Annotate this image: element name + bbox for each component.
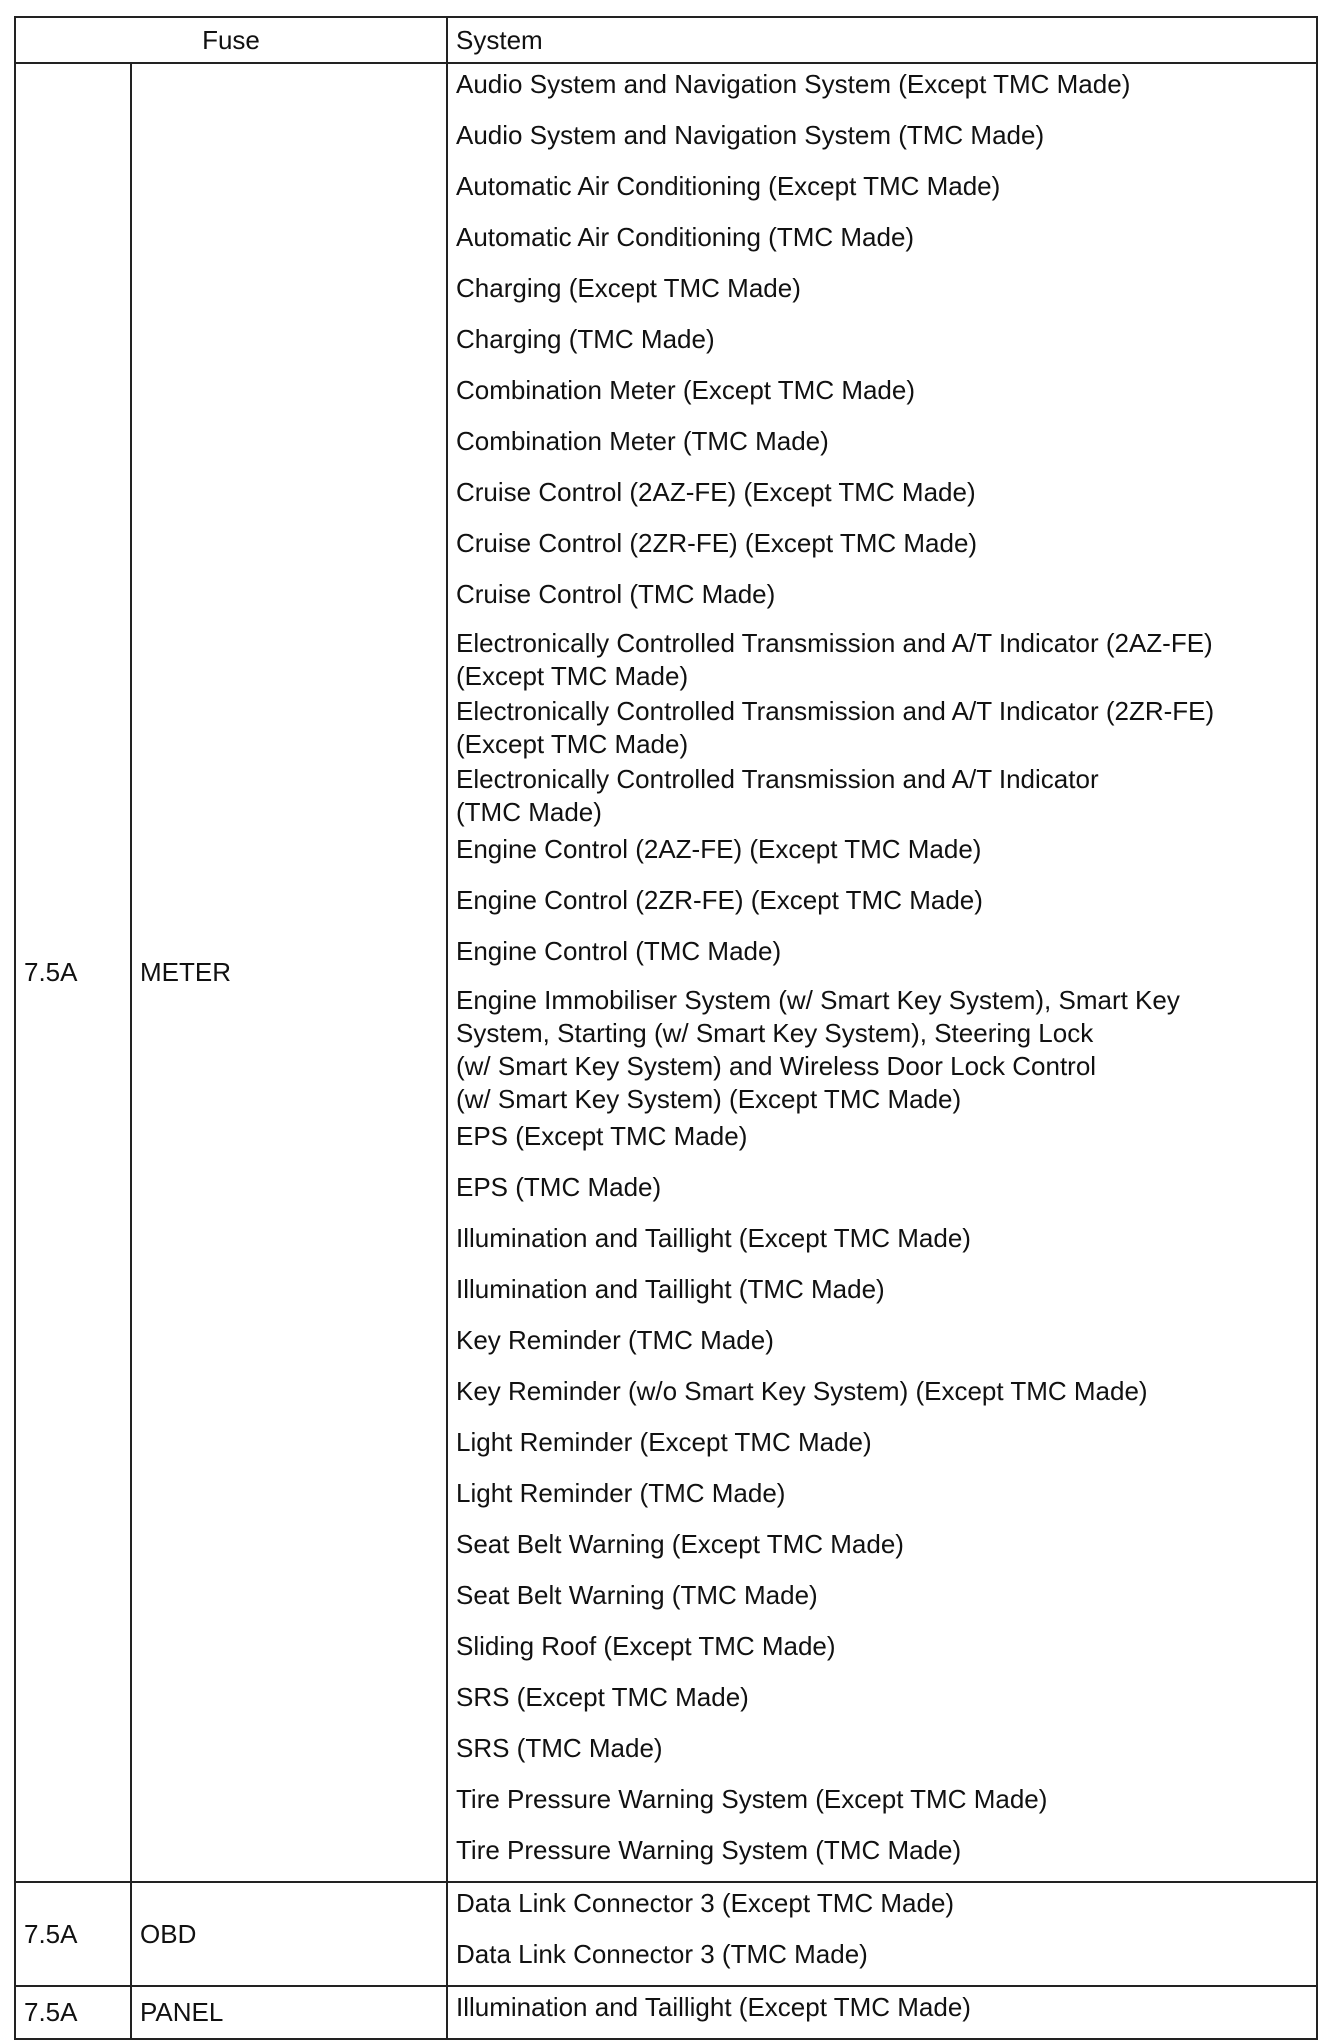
system-cell bbox=[447, 1934, 1317, 1986]
system-cell bbox=[447, 166, 1317, 217]
system-line: Combination Meter (Except TMC Made) bbox=[456, 375, 916, 405]
fuse-amperage: 7.5A bbox=[15, 1882, 131, 1986]
system-line: EPS (Except TMC Made) bbox=[456, 1121, 748, 1151]
system-cell bbox=[447, 319, 1317, 370]
system-cell bbox=[447, 1882, 1317, 1934]
table-row bbox=[15, 63, 1317, 115]
system-line: (w/ Smart Key System) and Wireless Door Lock Control bbox=[456, 1051, 1097, 1081]
system-line: Tire Pressure Warning System (TMC Made) bbox=[456, 1835, 962, 1865]
system-line: Data Link Connector 3 (Except TMC Made) bbox=[456, 1888, 955, 1918]
system-line: Engine Control (2AZ-FE) (Except TMC Made) bbox=[456, 834, 982, 864]
header-row bbox=[15, 17, 1317, 63]
system-cell bbox=[447, 1422, 1317, 1473]
system-cell bbox=[447, 1830, 1317, 1882]
system-cell bbox=[447, 1575, 1317, 1626]
fuse-name: PANEL bbox=[131, 1986, 447, 2039]
system-line: Seat Belt Warning (TMC Made) bbox=[456, 1580, 818, 1610]
system-cell bbox=[447, 1986, 1317, 2039]
fuse-table bbox=[14, 16, 1318, 2040]
system-cell bbox=[447, 472, 1317, 523]
fuse-name: OBD bbox=[131, 1882, 447, 1986]
system-cell bbox=[447, 1269, 1317, 1320]
fuse-group-obd bbox=[15, 1882, 1317, 1986]
header-system: System bbox=[447, 17, 1317, 63]
system-cell bbox=[447, 217, 1317, 268]
system-line: System, Starting (w/ Smart Key System), Steering Lock bbox=[456, 1018, 1094, 1048]
system-line: Illumination and Taillight (Except TMC Made) bbox=[456, 1223, 971, 1253]
system-cell bbox=[447, 1167, 1317, 1218]
system-cell bbox=[447, 421, 1317, 472]
system-cell bbox=[447, 268, 1317, 319]
system-line: Cruise Control (2AZ-FE) (Except TMC Made) bbox=[456, 477, 976, 507]
system-line: Data Link Connector 3 (TMC Made) bbox=[456, 1939, 868, 1969]
system-line: Electronically Controlled Transmission and A/T Indicator (2AZ-FE) bbox=[456, 628, 1213, 658]
system-cell bbox=[447, 1473, 1317, 1524]
system-line: Charging (Except TMC Made) bbox=[456, 273, 801, 303]
system-line: Cruise Control (TMC Made) bbox=[456, 579, 776, 609]
system-cell bbox=[447, 1218, 1317, 1269]
fuse-name: METER bbox=[131, 63, 447, 1882]
system-line: Illumination and Taillight (TMC Made) bbox=[456, 1274, 885, 1304]
table-row bbox=[15, 1986, 1317, 2039]
fuse-amperage: 7.5A bbox=[15, 1986, 131, 2039]
system-cell bbox=[447, 115, 1317, 166]
system-line: Electronically Controlled Transmission and A/T Indicator (2ZR-FE) bbox=[456, 696, 1215, 726]
system-cell bbox=[447, 1371, 1317, 1422]
system-cell bbox=[447, 1728, 1317, 1779]
system-line: (Except TMC Made) bbox=[456, 729, 689, 759]
system-cell bbox=[447, 761, 1317, 829]
system-line: (Except TMC Made) bbox=[456, 661, 689, 691]
system-line: Audio System and Navigation System (TMC Made) bbox=[456, 120, 1045, 150]
system-cell bbox=[447, 1677, 1317, 1728]
system-cell bbox=[447, 1626, 1317, 1677]
system-line: (w/ Smart Key System) (Except TMC Made) bbox=[456, 1084, 962, 1114]
system-line: SRS (TMC Made) bbox=[456, 1733, 663, 1763]
system-cell bbox=[447, 1116, 1317, 1167]
system-cell bbox=[447, 523, 1317, 574]
system-cell bbox=[447, 574, 1317, 625]
system-cell bbox=[447, 1779, 1317, 1830]
system-cell bbox=[447, 1320, 1317, 1371]
system-line: Illumination and Taillight (Except TMC Made) bbox=[456, 1992, 971, 2022]
system-line: Key Reminder (w/o Smart Key System) (Except TMC Made) bbox=[456, 1376, 1148, 1406]
fuse-amperage: 7.5A bbox=[15, 63, 131, 1882]
system-line: Seat Belt Warning (Except TMC Made) bbox=[456, 1529, 904, 1559]
system-line: Light Reminder (TMC Made) bbox=[456, 1478, 786, 1508]
system-line: (TMC Made) bbox=[456, 797, 602, 827]
system-line: Combination Meter (TMC Made) bbox=[456, 426, 829, 456]
system-line: Automatic Air Conditioning (TMC Made) bbox=[456, 222, 915, 252]
system-cell bbox=[447, 931, 1317, 982]
system-cell bbox=[447, 693, 1317, 761]
system-line: Tire Pressure Warning System (Except TMC Made) bbox=[456, 1784, 1048, 1814]
system-line: Engine Control (2ZR-FE) (Except TMC Made) bbox=[456, 885, 983, 915]
fuse-group-meter bbox=[15, 63, 1317, 1882]
system-line: Key Reminder (TMC Made) bbox=[456, 1325, 774, 1355]
system-line: Audio System and Navigation System (Except TMC Made) bbox=[456, 69, 1131, 99]
system-cell bbox=[447, 829, 1317, 880]
system-cell bbox=[447, 982, 1317, 1116]
system-line: Charging (TMC Made) bbox=[456, 324, 715, 354]
system-line: Engine Control (TMC Made) bbox=[456, 936, 782, 966]
system-line: Sliding Roof (Except TMC Made) bbox=[456, 1631, 836, 1661]
system-cell bbox=[447, 880, 1317, 931]
system-line: Cruise Control (2ZR-FE) (Except TMC Made) bbox=[456, 528, 978, 558]
system-cell bbox=[447, 63, 1317, 115]
table-header bbox=[15, 17, 1317, 63]
system-cell bbox=[447, 370, 1317, 421]
system-line: Light Reminder (Except TMC Made) bbox=[456, 1427, 872, 1457]
fuse-group-panel bbox=[15, 1986, 1317, 2039]
system-line: SRS (Except TMC Made) bbox=[456, 1682, 749, 1712]
system-line: Automatic Air Conditioning (Except TMC Made) bbox=[456, 171, 1001, 201]
table-row bbox=[15, 1882, 1317, 1934]
system-line: EPS (TMC Made) bbox=[456, 1172, 662, 1202]
system-cell bbox=[447, 625, 1317, 693]
header-fuse: Fuse bbox=[15, 17, 447, 63]
system-line: Electronically Controlled Transmission and A/T Indicator bbox=[456, 764, 1099, 794]
system-line: Engine Immobiliser System (w/ Smart Key System), Smart Key bbox=[456, 985, 1180, 1015]
system-cell bbox=[447, 1524, 1317, 1575]
